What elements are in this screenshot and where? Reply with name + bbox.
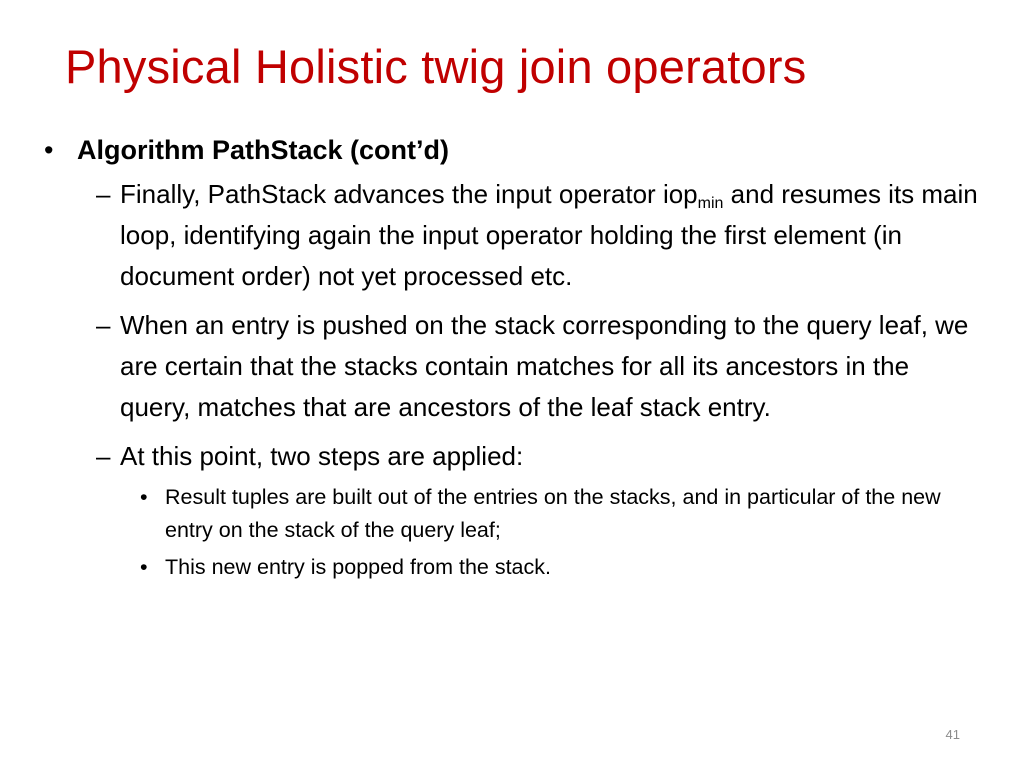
bullet-icon: • xyxy=(140,555,148,579)
dash-icon: – xyxy=(96,441,111,471)
bullet-level3-item xyxy=(44,551,984,584)
heading-text: Algorithm PathStack (cont’d) xyxy=(77,135,450,165)
bullet-level1 xyxy=(44,130,984,170)
page-number: 41 xyxy=(945,727,960,742)
dash-icon: – xyxy=(96,310,111,340)
item-text: At this point, two steps are applied: xyxy=(120,441,524,471)
bullet-icon: • xyxy=(140,485,148,509)
bullet-icon: • xyxy=(44,135,54,165)
bullet-level2-item xyxy=(44,305,984,428)
bullet-level2-item xyxy=(44,436,984,477)
bullet-level3-item xyxy=(44,481,984,547)
subitem-text: Result tuples are built out of the entries on the stacks, and in particular of the new entry on the stack of the query leaf; xyxy=(165,485,941,542)
slide-title: Physical Holistic twig join operators xyxy=(65,40,807,93)
subscript-text: min xyxy=(697,195,724,212)
bullet-level2-item xyxy=(44,174,984,297)
item-text-continued: and resumes its main loop, identifying again the input operator holding the first element (in document order) not yet processed etc. xyxy=(120,179,978,291)
item-text: When an entry is pushed on the stack corresponding to the query leaf, we are certain that the stacks contain matches for all its ancestors in the query, matches that are ancestors of the leaf stack entry. xyxy=(120,310,969,422)
subitem-text: This new entry is popped from the stack. xyxy=(165,555,551,579)
dash-icon: – xyxy=(96,179,111,209)
item-text: Finally, PathStack advances the input operator iop xyxy=(120,179,698,209)
slide-body xyxy=(44,130,984,588)
